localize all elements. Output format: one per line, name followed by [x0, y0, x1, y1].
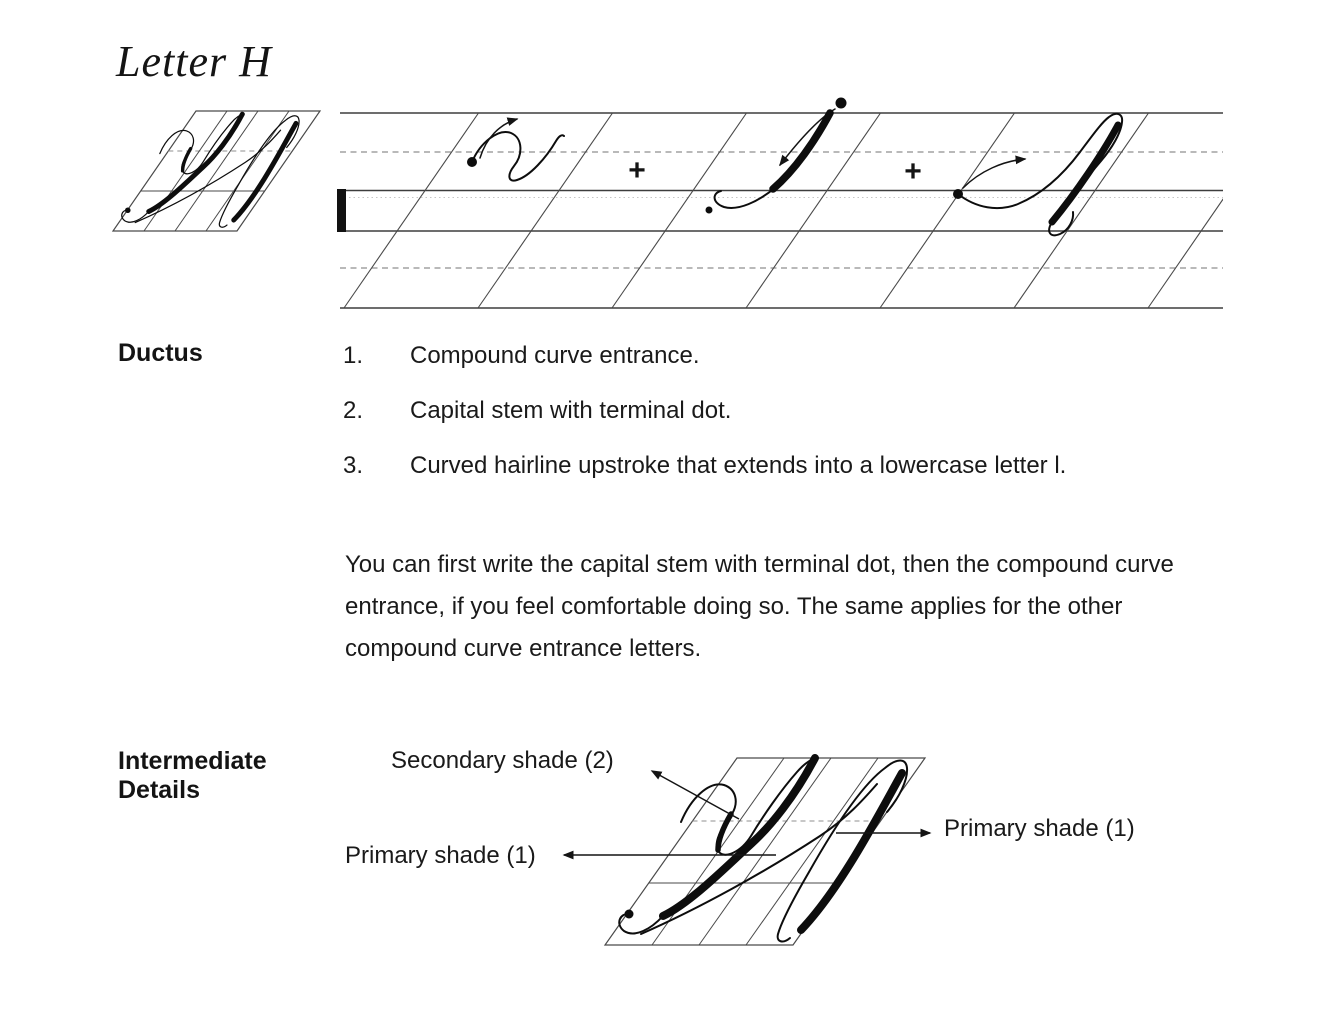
terminal-dot	[706, 207, 713, 214]
plus-sign: +	[628, 154, 646, 187]
primary-shade-right-label: Primary shade (1)	[944, 815, 1135, 842]
primary-shade-left-label: Primary shade (1)	[345, 842, 536, 869]
step-text: Compound curve entrance.	[410, 342, 700, 369]
detail-slant-grid	[605, 758, 925, 945]
step-text: Curved hairline upstroke that extends into a lowercase letter l.	[410, 452, 1067, 479]
capital-h-example-glyph	[122, 114, 299, 227]
pen-width-marker	[337, 189, 346, 232]
plus-sign: +	[904, 155, 922, 188]
secondary-shade-label: Secondary shade (2)	[391, 747, 614, 774]
step-text: Capital stem with terminal dot.	[410, 397, 732, 424]
stroke-capital-stem	[706, 98, 847, 214]
intermediate-details-heading: Intermediate Details	[118, 747, 267, 804]
stroke-compound-curve	[467, 119, 564, 181]
step-number: 3.	[343, 452, 364, 479]
step-number: 2.	[343, 397, 364, 424]
ductus-note: You can first write the capital stem with terminal dot, then the compound curve entrance, if you feel comfortable doing so. The same applies for the other compound curve entrance letters.	[345, 551, 1174, 662]
stroke-hairline-l	[953, 114, 1122, 235]
secondary-shade-arrow	[652, 771, 739, 819]
step-number: 1.	[343, 342, 364, 369]
example-slant-grid	[113, 111, 320, 231]
page-title: Letter H	[116, 37, 272, 86]
ductus-heading: Ductus	[118, 339, 203, 367]
start-dot	[836, 98, 847, 109]
capital-h-detail-glyph	[619, 758, 907, 941]
